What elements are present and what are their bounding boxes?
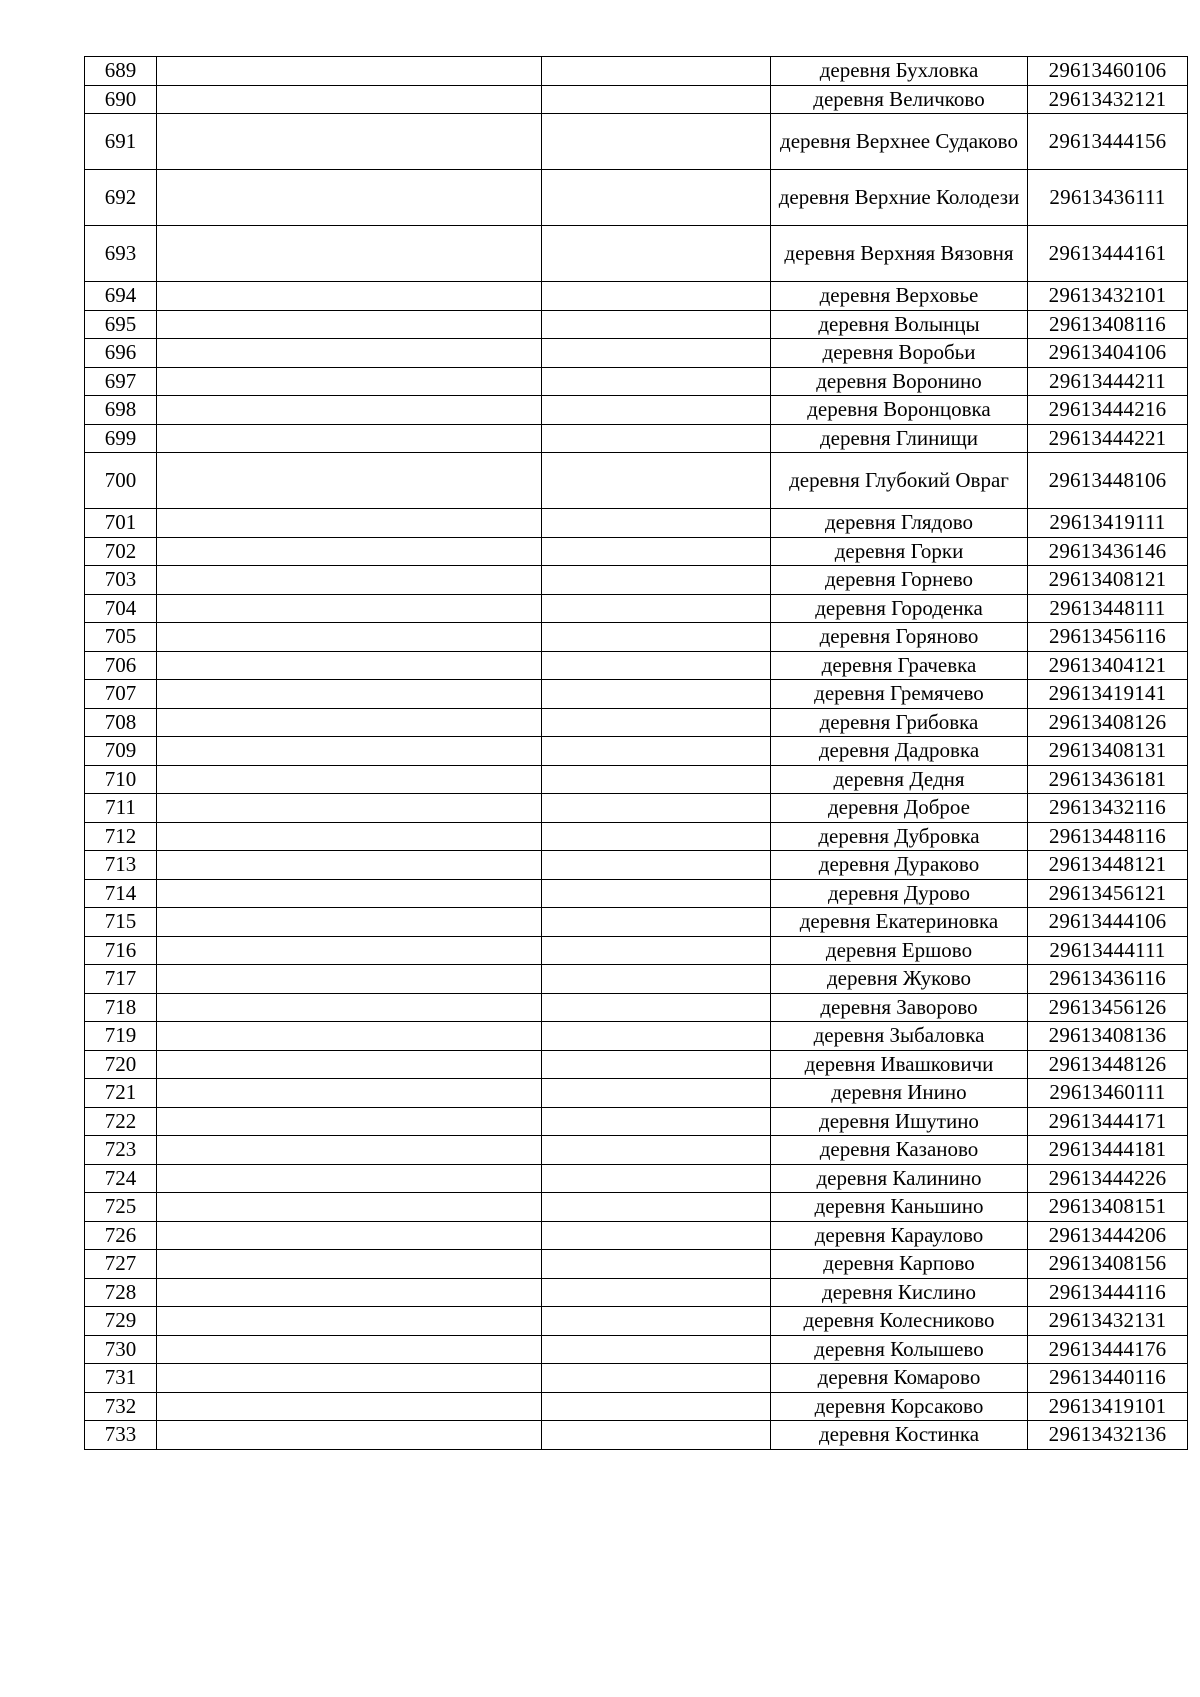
settlement-name-cell: деревня Каньшино (771, 1193, 1028, 1222)
empty-cell-a (157, 282, 542, 311)
empty-cell-a (157, 1421, 542, 1450)
row-number-cell: 698 (85, 396, 157, 425)
row-number-cell: 722 (85, 1107, 157, 1136)
empty-cell-a (157, 453, 542, 509)
oktmo-code-cell: 29613448106 (1028, 453, 1188, 509)
empty-cell-a (157, 794, 542, 823)
table-row (85, 509, 1188, 538)
oktmo-code-cell: 29613444116 (1028, 1278, 1188, 1307)
table-row (85, 1164, 1188, 1193)
oktmo-code-cell: 29613432121 (1028, 85, 1188, 114)
settlement-name-cell: деревня Горнево (771, 566, 1028, 595)
row-number-cell: 725 (85, 1193, 157, 1222)
table-row (85, 765, 1188, 794)
empty-cell-b (542, 993, 771, 1022)
table-row (85, 1079, 1188, 1108)
oktmo-code-cell: 29613448126 (1028, 1050, 1188, 1079)
oktmo-code-cell: 29613432116 (1028, 794, 1188, 823)
empty-cell-a (157, 339, 542, 368)
row-number-cell: 700 (85, 453, 157, 509)
oktmo-code-cell: 29613444111 (1028, 936, 1188, 965)
oktmo-code-cell: 29613436111 (1028, 170, 1188, 226)
table-row (85, 737, 1188, 766)
oktmo-code-cell: 29613448121 (1028, 851, 1188, 880)
empty-cell-b (542, 537, 771, 566)
oktmo-code-cell: 29613432131 (1028, 1307, 1188, 1336)
empty-cell-b (542, 424, 771, 453)
row-number-cell: 699 (85, 424, 157, 453)
empty-cell-b (542, 85, 771, 114)
table-row (85, 936, 1188, 965)
empty-cell-a (157, 1335, 542, 1364)
empty-cell-b (542, 1136, 771, 1165)
empty-cell-a (157, 310, 542, 339)
empty-cell-b (542, 1193, 771, 1222)
table-row (85, 1136, 1188, 1165)
row-number-cell: 719 (85, 1022, 157, 1051)
row-number-cell: 726 (85, 1221, 157, 1250)
settlement-name-cell: деревня Колышево (771, 1335, 1028, 1364)
empty-cell-b (542, 594, 771, 623)
settlement-name-cell: деревня Дубровка (771, 822, 1028, 851)
empty-cell-b (542, 566, 771, 595)
row-number-cell: 712 (85, 822, 157, 851)
table-row (85, 1278, 1188, 1307)
row-number-cell: 697 (85, 367, 157, 396)
oktmo-code-cell: 29613408136 (1028, 1022, 1188, 1051)
empty-cell-b (542, 765, 771, 794)
settlement-name-cell: деревня Глинищи (771, 424, 1028, 453)
settlement-table (84, 56, 1188, 1450)
row-number-cell: 704 (85, 594, 157, 623)
empty-cell-b (542, 794, 771, 823)
empty-cell-b (542, 282, 771, 311)
oktmo-code-cell: 29613460111 (1028, 1079, 1188, 1108)
settlement-name-cell: деревня Верхние Колодези (771, 170, 1028, 226)
empty-cell-b (542, 822, 771, 851)
empty-cell-a (157, 424, 542, 453)
empty-cell-a (157, 170, 542, 226)
row-number-cell: 707 (85, 680, 157, 709)
table-row (85, 851, 1188, 880)
settlement-name-cell: деревня Зыбаловка (771, 1022, 1028, 1051)
row-number-cell: 706 (85, 651, 157, 680)
table-row (85, 651, 1188, 680)
empty-cell-a (157, 594, 542, 623)
empty-cell-a (157, 1164, 542, 1193)
table-row (85, 310, 1188, 339)
row-number-cell: 705 (85, 623, 157, 652)
row-number-cell: 690 (85, 85, 157, 114)
table-row (85, 1421, 1188, 1450)
row-number-cell: 689 (85, 57, 157, 86)
empty-cell-a (157, 737, 542, 766)
settlement-name-cell: деревня Карпово (771, 1250, 1028, 1279)
empty-cell-a (157, 1250, 542, 1279)
settlement-name-cell: деревня Ивашковичи (771, 1050, 1028, 1079)
settlement-name-cell: деревня Ершово (771, 936, 1028, 965)
table-row (85, 708, 1188, 737)
row-number-cell: 718 (85, 993, 157, 1022)
empty-cell-a (157, 1022, 542, 1051)
oktmo-code-cell: 29613436146 (1028, 537, 1188, 566)
empty-cell-a (157, 708, 542, 737)
empty-cell-a (157, 851, 542, 880)
oktmo-code-cell: 29613448111 (1028, 594, 1188, 623)
empty-cell-b (542, 1022, 771, 1051)
empty-cell-b (542, 396, 771, 425)
settlement-name-cell: деревня Горки (771, 537, 1028, 566)
table-row (85, 396, 1188, 425)
oktmo-code-cell: 29613444176 (1028, 1335, 1188, 1364)
empty-cell-a (157, 537, 542, 566)
settlement-name-cell: деревня Екатериновка (771, 908, 1028, 937)
row-number-cell: 715 (85, 908, 157, 937)
oktmo-code-cell: 29613444156 (1028, 114, 1188, 170)
row-number-cell: 731 (85, 1364, 157, 1393)
oktmo-code-cell: 29613444106 (1028, 908, 1188, 937)
empty-cell-a (157, 965, 542, 994)
settlement-name-cell: деревня Кислино (771, 1278, 1028, 1307)
settlement-name-cell: деревня Гремячево (771, 680, 1028, 709)
table-row (85, 908, 1188, 937)
table-row (85, 993, 1188, 1022)
row-number-cell: 716 (85, 936, 157, 965)
empty-cell-b (542, 509, 771, 538)
table-row (85, 1364, 1188, 1393)
row-number-cell: 720 (85, 1050, 157, 1079)
table-row (85, 822, 1188, 851)
empty-cell-b (542, 851, 771, 880)
empty-cell-a (157, 1278, 542, 1307)
row-number-cell: 692 (85, 170, 157, 226)
row-number-cell: 728 (85, 1278, 157, 1307)
settlement-name-cell: деревня Грибовка (771, 708, 1028, 737)
empty-cell-a (157, 993, 542, 1022)
table-row (85, 1107, 1188, 1136)
settlement-name-cell: деревня Верховье (771, 282, 1028, 311)
empty-cell-a (157, 566, 542, 595)
table-row (85, 1392, 1188, 1421)
oktmo-code-cell: 29613456126 (1028, 993, 1188, 1022)
row-number-cell: 710 (85, 765, 157, 794)
row-number-cell: 695 (85, 310, 157, 339)
settlement-name-cell: деревня Воронино (771, 367, 1028, 396)
empty-cell-a (157, 114, 542, 170)
empty-cell-b (542, 1335, 771, 1364)
empty-cell-b (542, 623, 771, 652)
row-number-cell: 711 (85, 794, 157, 823)
row-number-cell: 729 (85, 1307, 157, 1336)
settlement-name-cell: деревня Колесниково (771, 1307, 1028, 1336)
table-row (85, 566, 1188, 595)
empty-cell-b (542, 708, 771, 737)
settlement-name-cell: деревня Дурово (771, 879, 1028, 908)
row-number-cell: 717 (85, 965, 157, 994)
empty-cell-b (542, 965, 771, 994)
oktmo-code-cell: 29613404106 (1028, 339, 1188, 368)
oktmo-code-cell: 29613444216 (1028, 396, 1188, 425)
empty-cell-b (542, 1107, 771, 1136)
empty-cell-a (157, 1136, 542, 1165)
empty-cell-a (157, 1079, 542, 1108)
empty-cell-a (157, 396, 542, 425)
empty-cell-a (157, 85, 542, 114)
table-row (85, 453, 1188, 509)
table-row (85, 57, 1188, 86)
settlement-name-cell: деревня Верхнее Судаково (771, 114, 1028, 170)
empty-cell-a (157, 367, 542, 396)
table-row (85, 1335, 1188, 1364)
table-row (85, 537, 1188, 566)
table-row (85, 1050, 1188, 1079)
empty-cell-b (542, 908, 771, 937)
row-number-cell: 701 (85, 509, 157, 538)
table-row (85, 879, 1188, 908)
table-row (85, 1307, 1188, 1336)
empty-cell-a (157, 822, 542, 851)
settlement-name-cell: деревня Воробьи (771, 339, 1028, 368)
settlement-name-cell: деревня Волынцы (771, 310, 1028, 339)
settlement-name-cell: деревня Глубокий Овраг (771, 453, 1028, 509)
oktmo-code-cell: 29613444211 (1028, 367, 1188, 396)
table-row (85, 1022, 1188, 1051)
empty-cell-a (157, 1193, 542, 1222)
row-number-cell: 721 (85, 1079, 157, 1108)
empty-cell-a (157, 509, 542, 538)
oktmo-code-cell: 29613444161 (1028, 226, 1188, 282)
empty-cell-b (542, 114, 771, 170)
row-number-cell: 693 (85, 226, 157, 282)
oktmo-code-cell: 29613432101 (1028, 282, 1188, 311)
oktmo-code-cell: 29613432136 (1028, 1421, 1188, 1450)
table-row (85, 680, 1188, 709)
oktmo-code-cell: 29613408126 (1028, 708, 1188, 737)
row-number-cell: 713 (85, 851, 157, 880)
empty-cell-b (542, 1221, 771, 1250)
oktmo-code-cell: 29613456121 (1028, 879, 1188, 908)
oktmo-code-cell: 29613444171 (1028, 1107, 1188, 1136)
oktmo-code-cell: 29613436116 (1028, 965, 1188, 994)
table-row (85, 367, 1188, 396)
settlement-name-cell: деревня Караулово (771, 1221, 1028, 1250)
settlement-name-cell: деревня Воронцовка (771, 396, 1028, 425)
table-row (85, 1250, 1188, 1279)
oktmo-code-cell: 29613408156 (1028, 1250, 1188, 1279)
oktmo-code-cell: 29613444206 (1028, 1221, 1188, 1250)
empty-cell-b (542, 1079, 771, 1108)
settlement-name-cell: деревня Калинино (771, 1164, 1028, 1193)
empty-cell-b (542, 879, 771, 908)
oktmo-code-cell: 29613419101 (1028, 1392, 1188, 1421)
empty-cell-b (542, 1307, 771, 1336)
oktmo-code-cell: 29613444221 (1028, 424, 1188, 453)
settlement-name-cell: деревня Бухловка (771, 57, 1028, 86)
row-number-cell: 694 (85, 282, 157, 311)
row-number-cell: 714 (85, 879, 157, 908)
oktmo-code-cell: 29613419141 (1028, 680, 1188, 709)
empty-cell-b (542, 1364, 771, 1393)
settlement-name-cell: деревня Корсаково (771, 1392, 1028, 1421)
settlement-name-cell: деревня Заворово (771, 993, 1028, 1022)
oktmo-code-cell: 29613408121 (1028, 566, 1188, 595)
table-row (85, 85, 1188, 114)
empty-cell-b (542, 1392, 771, 1421)
empty-cell-b (542, 680, 771, 709)
settlement-name-cell: деревня Доброе (771, 794, 1028, 823)
empty-cell-b (542, 1164, 771, 1193)
empty-cell-b (542, 651, 771, 680)
table-row (85, 424, 1188, 453)
settlement-name-cell: деревня Верхняя Вязовня (771, 226, 1028, 282)
settlement-name-cell: деревня Дадровка (771, 737, 1028, 766)
settlement-name-cell: деревня Глядово (771, 509, 1028, 538)
row-number-cell: 730 (85, 1335, 157, 1364)
empty-cell-b (542, 737, 771, 766)
empty-cell-b (542, 339, 771, 368)
empty-cell-a (157, 57, 542, 86)
table-body (85, 57, 1188, 1450)
row-number-cell: 702 (85, 537, 157, 566)
empty-cell-b (542, 1250, 771, 1279)
oktmo-code-cell: 29613444181 (1028, 1136, 1188, 1165)
row-number-cell: 691 (85, 114, 157, 170)
oktmo-code-cell: 29613408131 (1028, 737, 1188, 766)
row-number-cell: 733 (85, 1421, 157, 1450)
empty-cell-b (542, 310, 771, 339)
empty-cell-a (157, 936, 542, 965)
oktmo-code-cell: 29613408116 (1028, 310, 1188, 339)
row-number-cell: 696 (85, 339, 157, 368)
row-number-cell: 723 (85, 1136, 157, 1165)
settlement-name-cell: деревня Дураково (771, 851, 1028, 880)
row-number-cell: 703 (85, 566, 157, 595)
table-row (85, 1193, 1188, 1222)
settlement-name-cell: деревня Городенка (771, 594, 1028, 623)
table-row (85, 594, 1188, 623)
oktmo-code-cell: 29613436181 (1028, 765, 1188, 794)
empty-cell-a (157, 1221, 542, 1250)
empty-cell-b (542, 170, 771, 226)
settlement-name-cell: деревня Инино (771, 1079, 1028, 1108)
oktmo-code-cell: 29613408151 (1028, 1193, 1188, 1222)
empty-cell-b (542, 1050, 771, 1079)
row-number-cell: 709 (85, 737, 157, 766)
empty-cell-a (157, 1392, 542, 1421)
table-row (85, 226, 1188, 282)
empty-cell-a (157, 226, 542, 282)
oktmo-code-cell: 29613404121 (1028, 651, 1188, 680)
empty-cell-b (542, 453, 771, 509)
empty-cell-a (157, 1364, 542, 1393)
empty-cell-a (157, 765, 542, 794)
oktmo-code-cell: 29613419111 (1028, 509, 1188, 538)
table-row (85, 282, 1188, 311)
settlement-name-cell: деревня Величково (771, 85, 1028, 114)
empty-cell-a (157, 879, 542, 908)
settlement-name-cell: деревня Казаново (771, 1136, 1028, 1165)
table-row (85, 1221, 1188, 1250)
settlement-name-cell: деревня Костинка (771, 1421, 1028, 1450)
settlement-name-cell: деревня Грачевка (771, 651, 1028, 680)
empty-cell-a (157, 1307, 542, 1336)
settlement-name-cell: деревня Дедня (771, 765, 1028, 794)
empty-cell-a (157, 680, 542, 709)
empty-cell-a (157, 1050, 542, 1079)
oktmo-code-cell: 29613456116 (1028, 623, 1188, 652)
empty-cell-b (542, 936, 771, 965)
oktmo-code-cell: 29613440116 (1028, 1364, 1188, 1393)
settlement-name-cell: деревня Горяново (771, 623, 1028, 652)
table-row (85, 623, 1188, 652)
empty-cell-b (542, 57, 771, 86)
settlement-name-cell: деревня Комарово (771, 1364, 1028, 1393)
empty-cell-a (157, 651, 542, 680)
settlement-name-cell: деревня Жуково (771, 965, 1028, 994)
oktmo-code-cell: 29613460106 (1028, 57, 1188, 86)
empty-cell-a (157, 623, 542, 652)
row-number-cell: 727 (85, 1250, 157, 1279)
table-row (85, 794, 1188, 823)
empty-cell-b (542, 367, 771, 396)
row-number-cell: 724 (85, 1164, 157, 1193)
oktmo-code-cell: 29613448116 (1028, 822, 1188, 851)
settlement-name-cell: деревня Ишутино (771, 1107, 1028, 1136)
table-row (85, 114, 1188, 170)
empty-cell-b (542, 226, 771, 282)
empty-cell-b (542, 1278, 771, 1307)
empty-cell-a (157, 908, 542, 937)
empty-cell-b (542, 1421, 771, 1450)
table-row (85, 339, 1188, 368)
oktmo-code-cell: 29613444226 (1028, 1164, 1188, 1193)
table-row (85, 170, 1188, 226)
row-number-cell: 732 (85, 1392, 157, 1421)
row-number-cell: 708 (85, 708, 157, 737)
table-row (85, 965, 1188, 994)
empty-cell-a (157, 1107, 542, 1136)
